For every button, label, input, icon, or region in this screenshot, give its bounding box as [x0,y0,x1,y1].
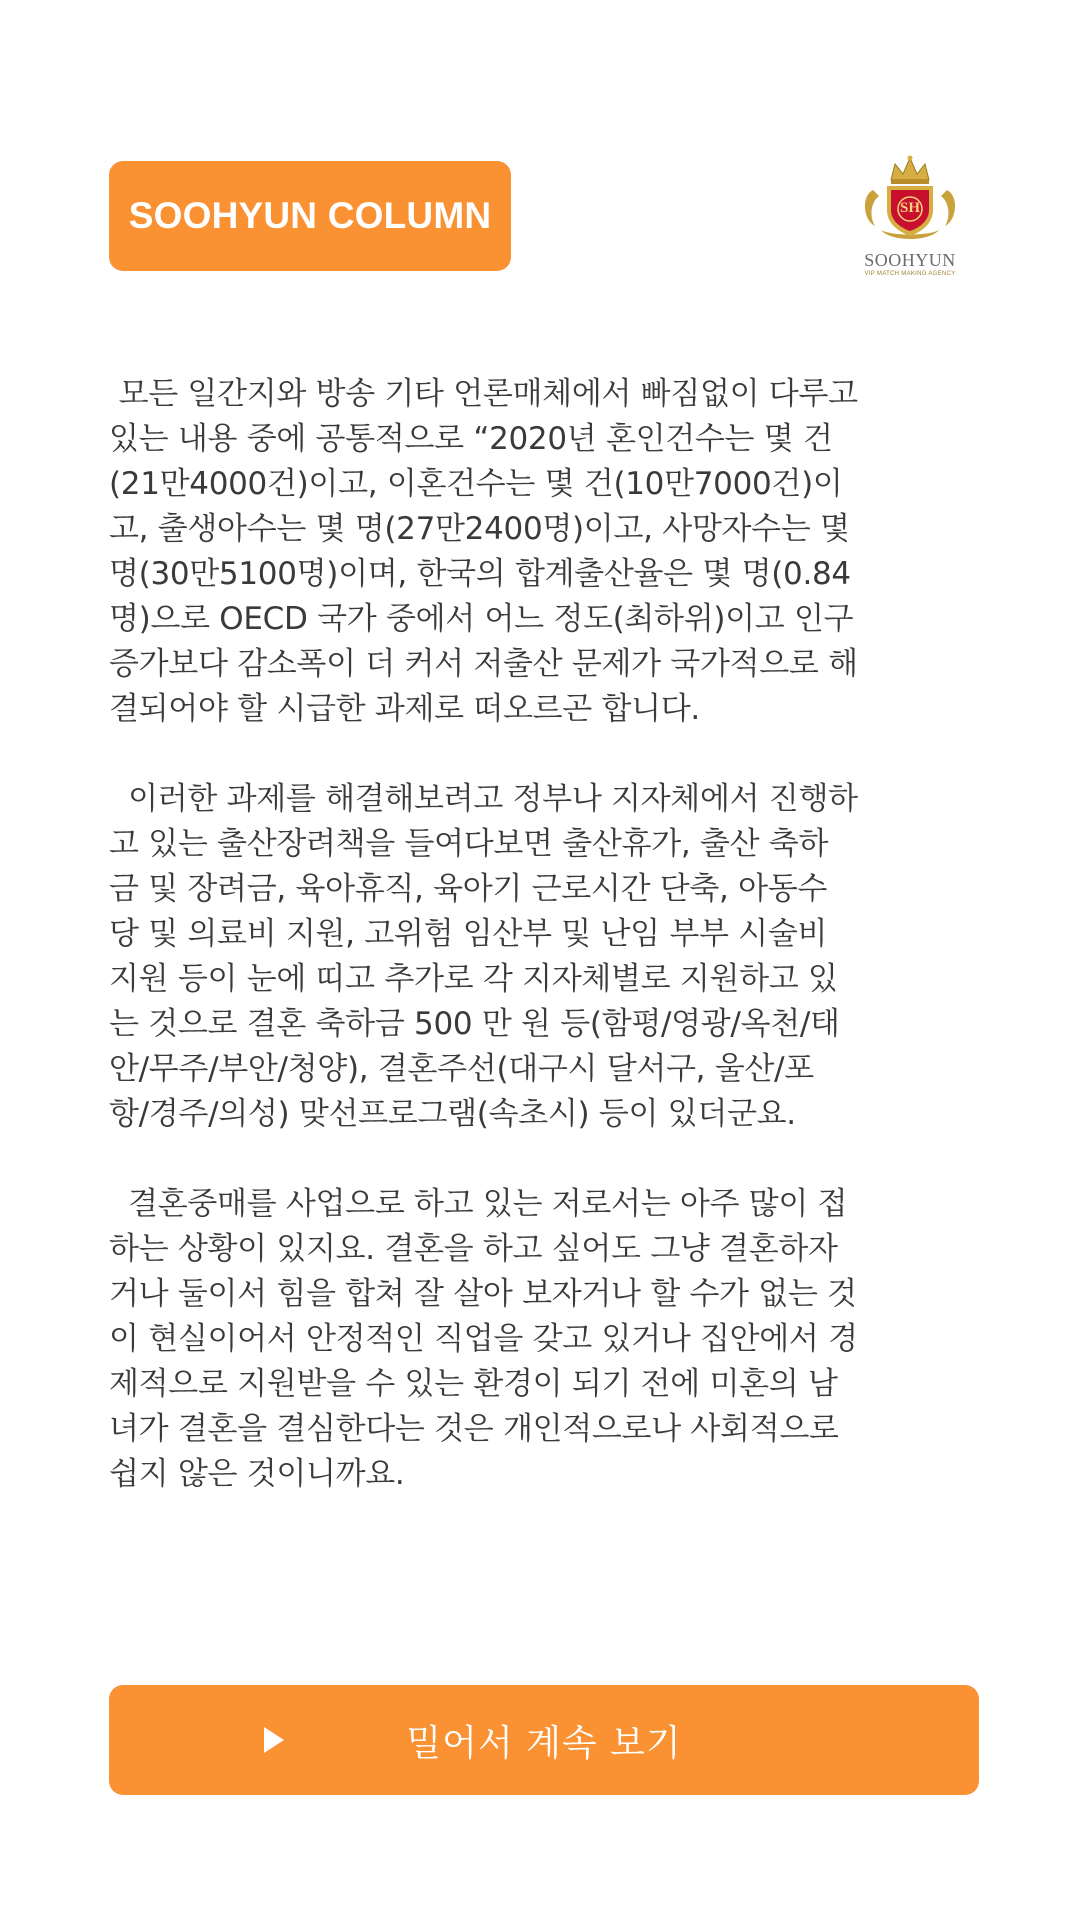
article-paragraph-3: 결혼중매를 사업으로 하고 있는 저로서는 아주 많이 접 하는 상황이 있지요. 결혼을 하고 싶어도 그냥 결혼하자 거나 둘이서 힘을 합쳐 잘 살아 보자거나 할 수가 없는 것 이 현실이어서 안정적인 직업을 갖고 있거나 집안에서 경 제적으로 지원받을 수 있는 환경이 되기 전에 미혼의 남 녀가 결혼을 결심한다는 것은 개인적으로나 사회적으로 쉽지 않은 것이니까요. [109,1186,858,1492]
soohyun-logo [855,150,965,285]
logo-wordmark: SOOHYUN [864,250,956,270]
logo-monogram: SH [899,200,920,216]
logo-tagline: VIP MATCH MAKING AGENCY [864,271,956,277]
column-badge-label: SOOHYUN COLUMN [128,195,492,236]
article-body [109,372,989,1497]
play-icon [264,1727,284,1753]
article-paragraph-1: 모든 일간지와 방송 기타 언론매체에서 빠짐없이 다루고 있는 내용 중에 공통적으로 “2020년 혼인건수는 몇 건 (21만4000건)이고, 이혼건수는 몇 건(10만7000건)이 고, 출생아수는 몇 명(27만2400명)이고, 사망자수는 몇 명(30만5100명)이며, 한국의 합계출산율은 몇 명(0.84 명)으로 OECD 국가 중에서 어느 정도(최하위)이고 인구 증가보다 감소폭이 더 커서 저출산 문제가 국가적으로 해 결되어야 할 시급한 과제로 떠오르곤 합니다. [109,376,858,727]
column-badge [109,161,511,271]
swipe-to-continue-button[interactable] [109,1685,979,1795]
swipe-to-continue-label: 밀어서 계속 보기 [406,1722,682,1764]
article-paragraph-2: 이러한 과제를 해결해보려고 정부나 지자체에서 진행하 고 있는 출산장려책을 들여다보면 출산휴가, 출산 축하 금 및 장려금, 육아휴직, 육아기 근로시간 단축, 아동수 당 및 의료비 지원, 고위험 임산부 및 난임 부부 시술비 지원 등이 눈에 띠고 추가로 각 지자체별로 지원하고 있 는 것으로 결혼 축하금 500 만 원 등(함평/영광/옥천/태 안/무주/부안/청양), 결혼주선(대구시 달서구, 울산/포 항/경주/의성) 맞선프로그램(속초시) 등이 있더군요. [109,781,858,1132]
